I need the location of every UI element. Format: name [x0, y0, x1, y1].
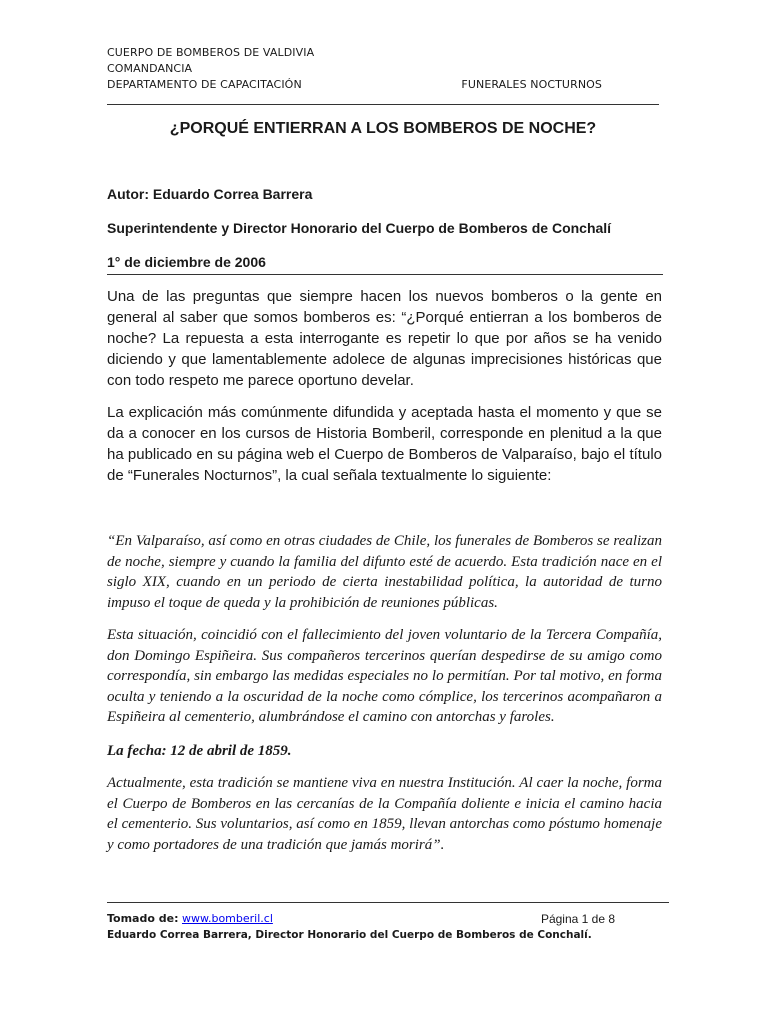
- header-last-row: [107, 77, 659, 93]
- author-role: Superintendente y Director Honorario del Cuerpo de Bomberos de Conchalí: [107, 220, 612, 236]
- quote-paragraph-3: Actualmente, esta tradición se mantiene viva en nuestra Institución. Al caer la noche, forma el Cuerpo de Bomberos en las cercanías de la Compañía doliente e inicia el camino hacia el cementerio. Sus voluntarios, así como en 1859, llevan antorchas como póstumo homenaje y como portadores de una tradición que jamás morirá”.: [107, 775, 662, 853]
- footer-source-link[interactable]: www.bomberil.cl: [181, 912, 273, 925]
- page-number: Página 1 de 8: [540, 912, 615, 926]
- page-footer: [107, 911, 667, 943]
- footer-credit: Eduardo Correa Barrera, Director Honorario del Cuerpo de Bomberos de Conchalí.: [107, 929, 592, 941]
- body-paragraph-1: Una de las preguntas que siempre hacen los nuevos bomberos o la gente en general al saber que somos bomberos es: “¿Porqué entierran a los bomberos de noche? La repuesta a esta interrogante es repetir lo que por años se ha venido diciendo y que lamentablemente adolece de algunas imprecisiones históricas que con todo respeto me parece oportuno develar.: [107, 288, 662, 389]
- header-section: DEPARTAMENTO DE CAPACITACIÓN: [107, 78, 302, 91]
- footer-source: [107, 911, 273, 927]
- document-date: 1° de diciembre de 2006: [107, 254, 266, 270]
- header-topic: FUNERALES NOCTURNOS: [461, 78, 602, 91]
- header-department: COMANDANCIA: [107, 62, 193, 75]
- document-title: ¿PORQUÉ ENTIERRAN A LOS BOMBEROS DE NOCHE?: [169, 120, 597, 137]
- author-line: Autor: Eduardo Correa Barrera: [107, 186, 313, 202]
- header-divider: [107, 104, 659, 105]
- header-institution: CUERPO DE BOMBEROS DE VALDIVIA: [107, 46, 315, 59]
- quote-date: La fecha: 12 de abril de 1859.: [107, 743, 292, 759]
- footer-source-row: [107, 911, 667, 927]
- footer-divider: [107, 902, 669, 903]
- page-header: [107, 45, 659, 93]
- quote-paragraph-1: “En Valparaíso, así como en otras ciudades de Chile, los funerales de Bomberos se realizan de noche, siempre y cuando la familia del difunto esté de acuerdo. Esta tradición nace en el siglo XIX, cuando en un periodo de cierta inestabilidad política, la autoridad de turno impuso el toque de queda y la prohibición de reuniones públicas.: [107, 533, 662, 611]
- quote-paragraph-2: Esta situación, coincidió con el fallecimiento del joven voluntario de la Tercera Compañía, don Domingo Espiñeira. Sus compañeros tercerinos querían despedirse de su amigo como correspondía, sin embargo las medidas especiales no lo permitían. Por tal motivo, en forma oculta y teniendo a la oscuridad de la noche como cómplice, los tercerinos acompañaron a Espiñeira al cementerio, alumbrándose el camino con antorchas y faroles.: [107, 627, 662, 725]
- footer-source-label: Tomado de:: [107, 912, 179, 925]
- meta-divider: [107, 274, 663, 275]
- body-paragraph-2: La explicación más comúnmente difundida y aceptada hasta el momento y que se da a conocer en los cursos de Historia Bomberil, corresponde en plenitud a la que ha publicado en su página web el Cuerpo de Bomberos de Valparaíso, bajo el título de “Funerales Nocturnos”, la cual señala textualmente lo siguiente:: [107, 404, 662, 484]
